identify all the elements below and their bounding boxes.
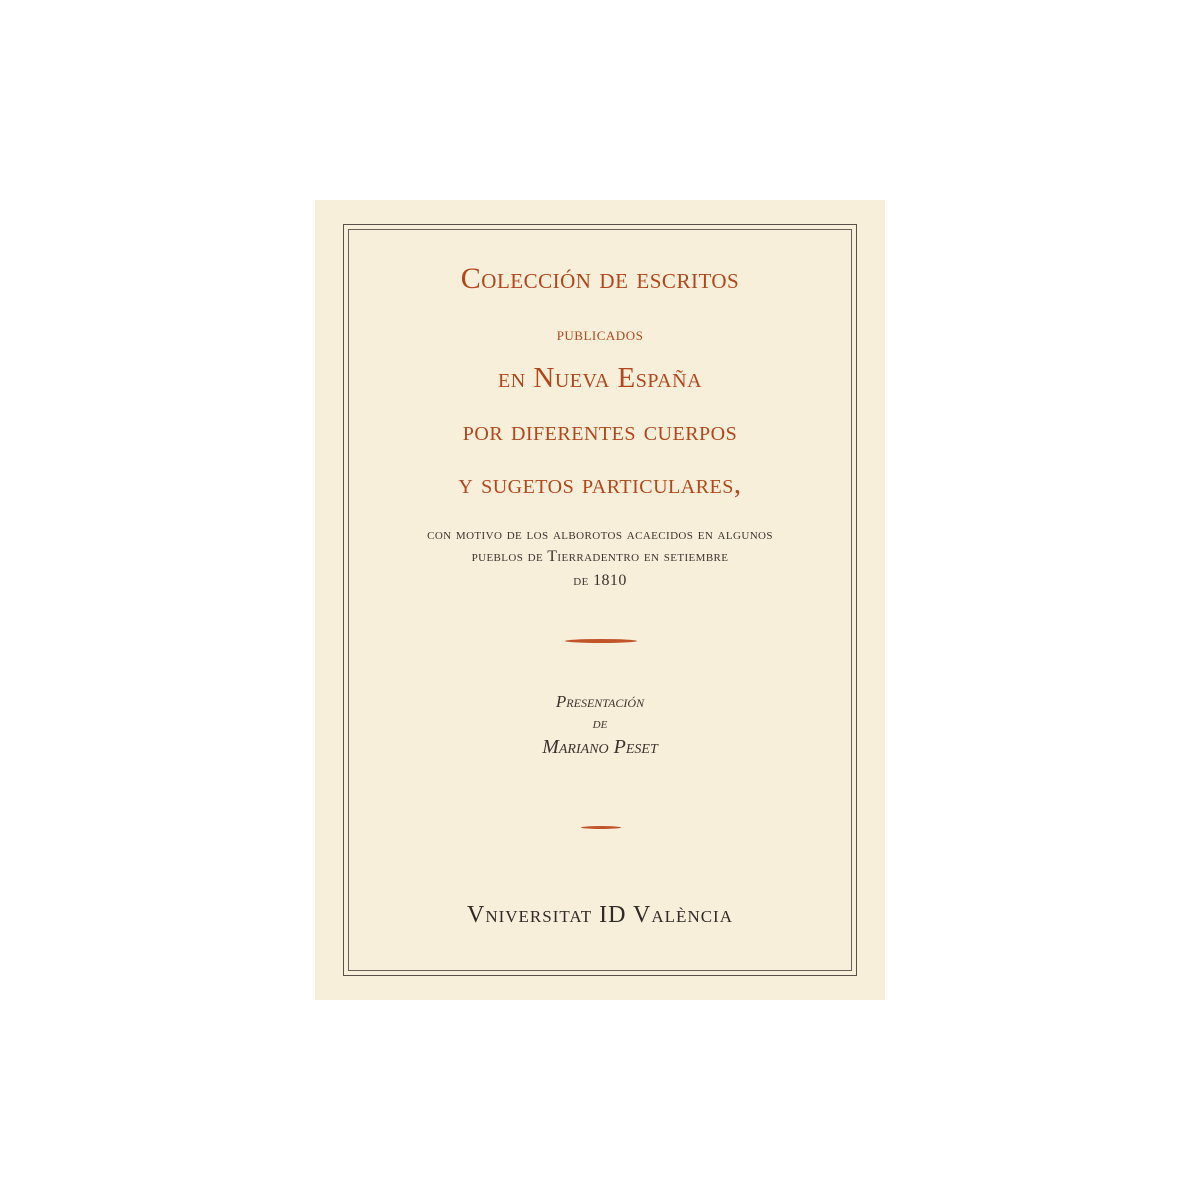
title-line-1: Colección de escritos	[460, 262, 740, 295]
title-line-2: publicados	[556, 324, 644, 345]
title-line-3: en Nueva España	[497, 362, 703, 394]
ornament-divider-bottom	[581, 826, 621, 829]
ornament-divider-top	[565, 639, 637, 643]
publisher-name: Vniversitat ID València	[466, 902, 733, 928]
book-cover	[315, 200, 885, 1000]
subtitle-line-1: con motivo de los alborotos acaecidos en algunos	[427, 526, 773, 543]
subtitle-line-3: de 1810	[573, 572, 627, 589]
title-line-5: y sugetos particulares,	[458, 468, 742, 500]
presentation-connector: de	[592, 716, 608, 732]
presentation-label: Presentación	[555, 692, 645, 711]
title-line-4: por diferentes cuerpos	[462, 415, 738, 447]
subtitle-line-2: pueblos de Tierradentro en setiembre	[471, 548, 729, 565]
presentation-author: Mariano Peset	[542, 736, 658, 758]
